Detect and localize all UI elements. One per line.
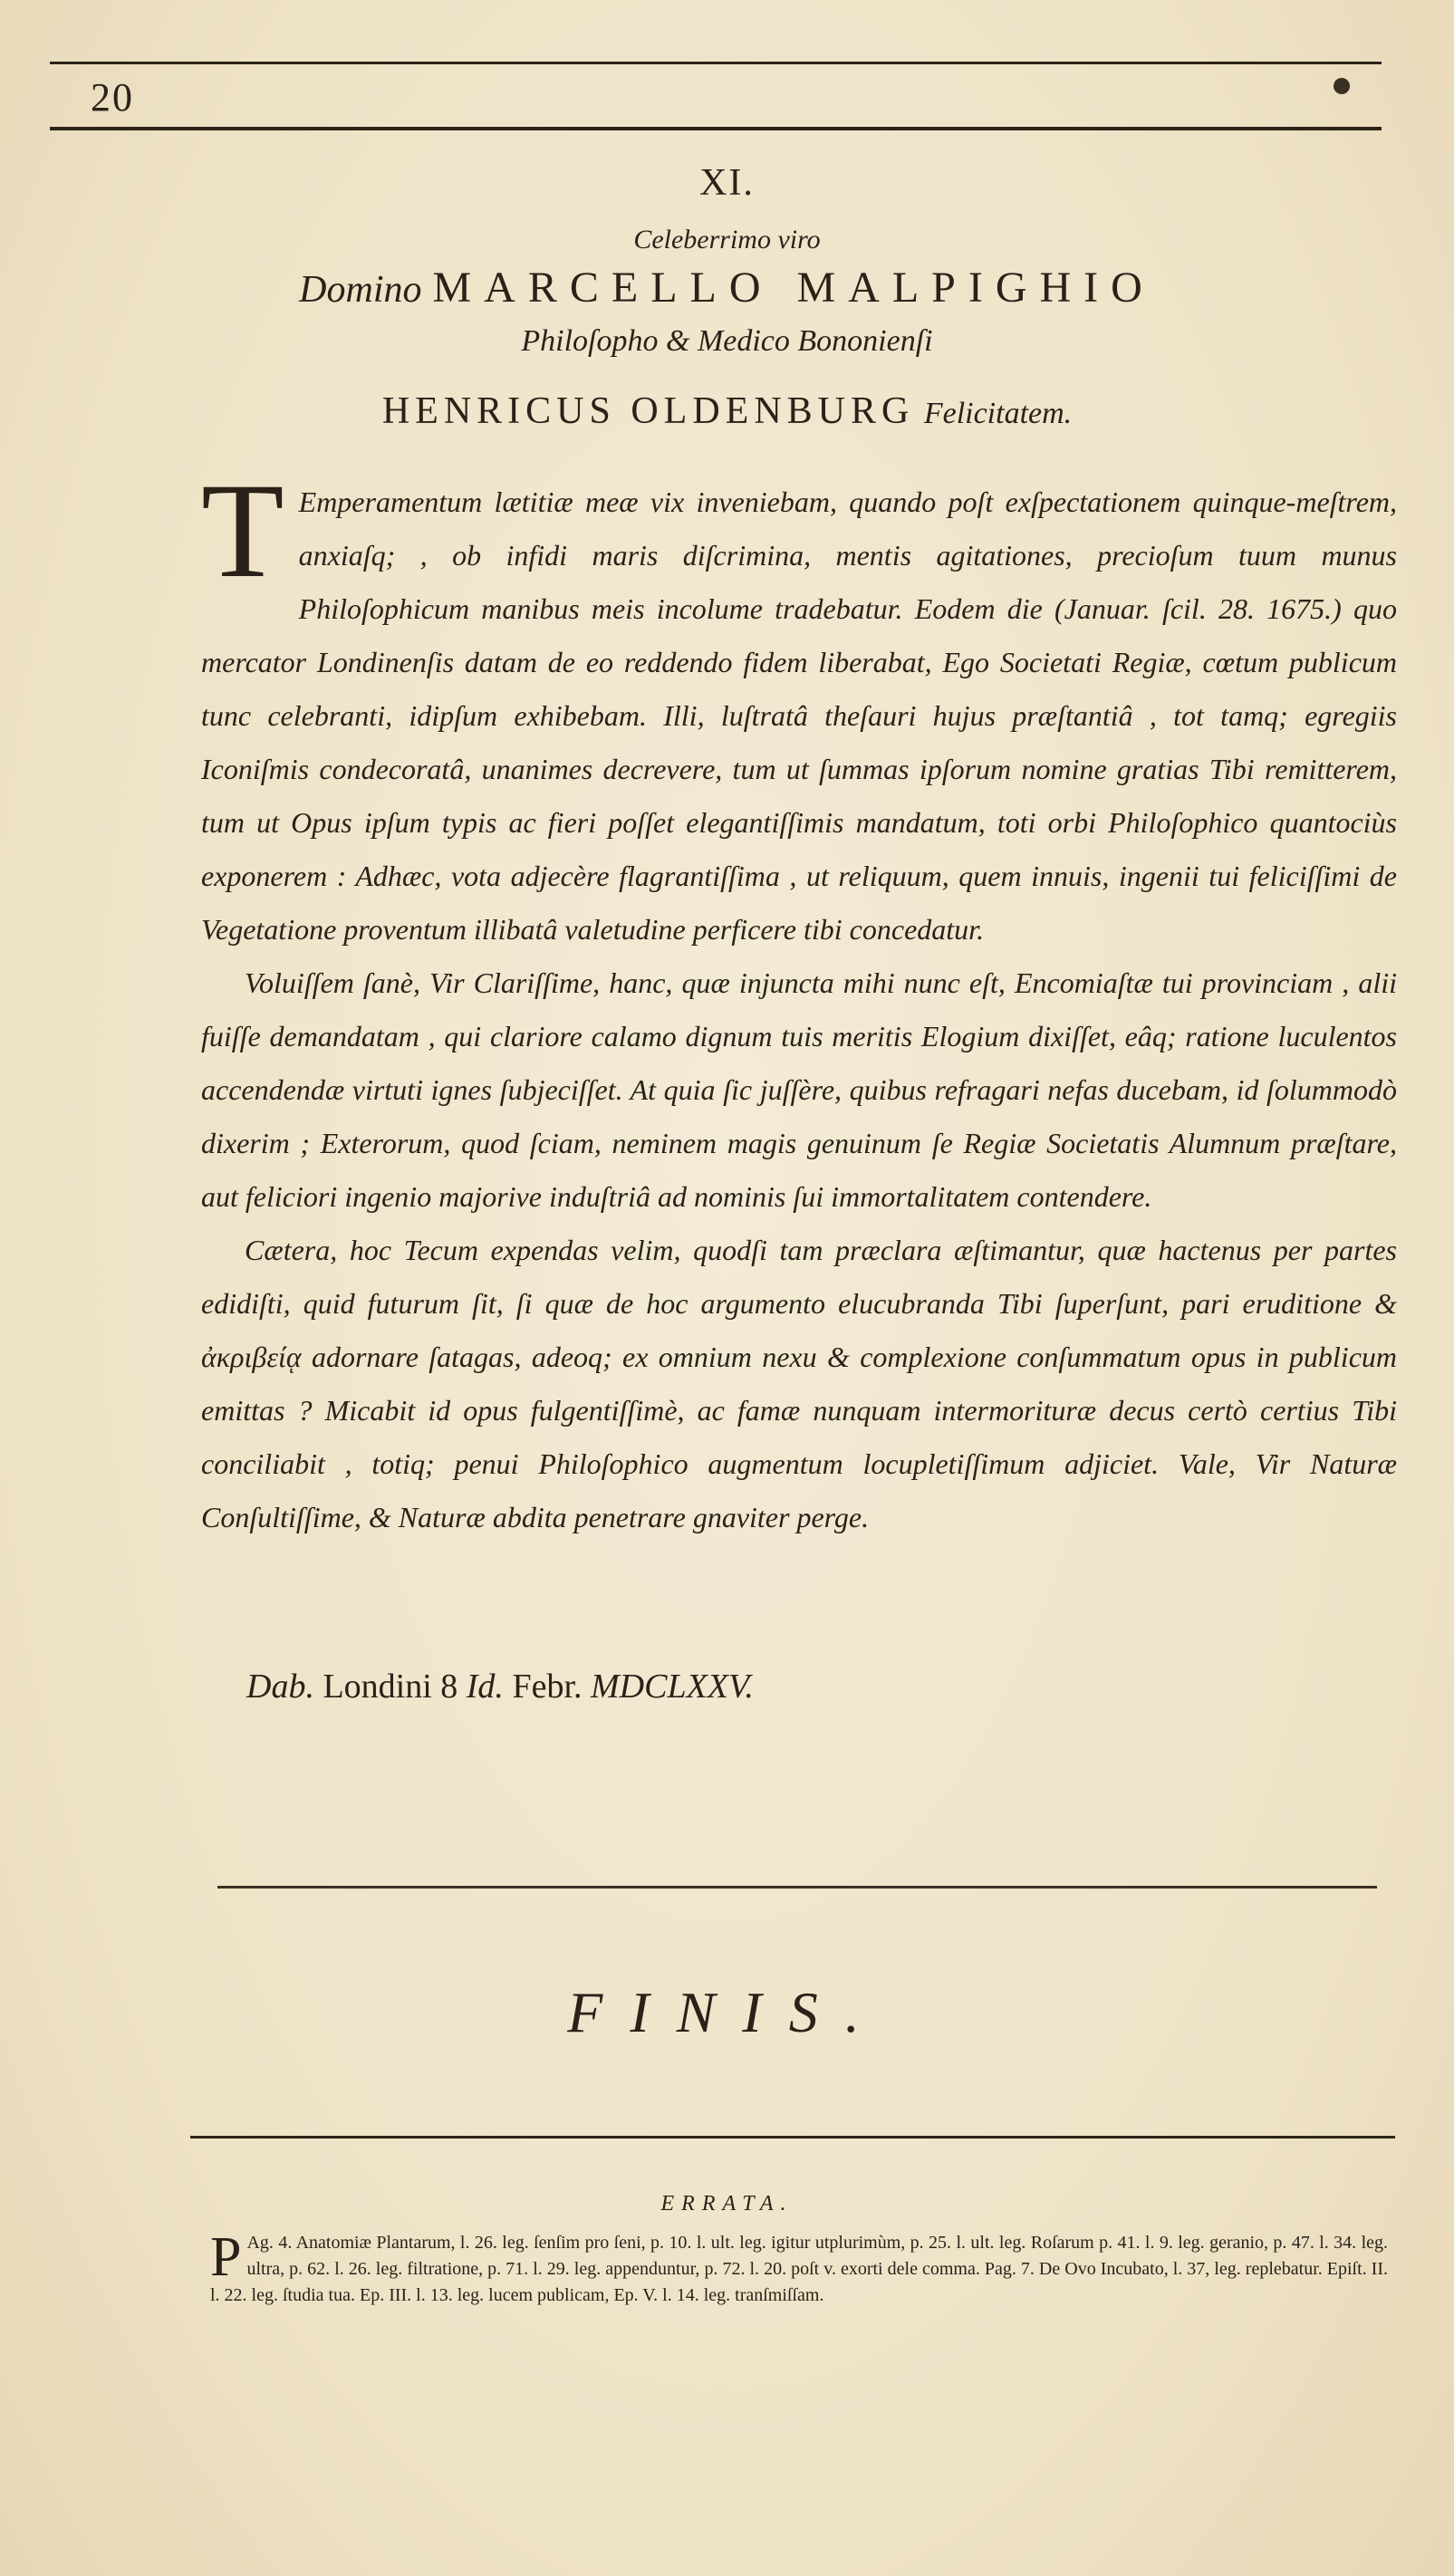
- drop-cap: T: [201, 456, 284, 606]
- ink-spot: [1334, 78, 1350, 94]
- letter-numeral: XI.: [699, 162, 755, 204]
- date-id: Id.: [466, 1668, 504, 1706]
- letter-body: [201, 456, 1397, 1544]
- sender-name: HENRICUS OLDENBURG: [381, 390, 915, 432]
- page-number: 20: [91, 75, 134, 120]
- date-year: MDCLXXV.: [591, 1668, 754, 1706]
- finis-heading: FINIS.: [567, 1980, 887, 2044]
- errata-text-block: [210, 2226, 1388, 2309]
- sender-line: [0, 389, 1454, 433]
- errata-rule: [190, 2136, 1395, 2139]
- addressee-fullname: MARCELLO MALPIGHIO: [432, 264, 1155, 312]
- errata-text: Ag. 4. Anatomiæ Plantarum, l. 26. leg. ſenſim pro ſeni, p. 10. l. ult. leg. igitur utplurimùm, p. 25. l. ult. leg. Roſarum p. 41. l. 9. leg. geranio, p. 47. l. 34. leg. ultra, p. 62. l. 26. leg. filtratione, p. 71. l. 29. leg. appenduntur, p. 72. l. 20. poſt v. exorti dele comma. Pag. 7. De Ovo Incubato, l. 37, leg. replebatur. Epiſt. II. l. 22. leg. ſtudia tua. Ep. III. l. 13. leg. lucem publicam, Ep. V. l. 14. leg. tranſmiſſam.: [210, 2233, 1388, 2305]
- date-month: Febr.: [512, 1668, 583, 1706]
- sender-greeting: Felicitatem.: [923, 397, 1073, 430]
- paragraph-3: Cætera, hoc Tecum expendas velim, quodſi tam præclara æſtimantur, quæ hactenus per partes edidiſti, quid futurum ſit, ſi quæ de hoc argumento elucubranda Tibi ſuperſunt, pari eruditione & ἀκριβείᾳ adornare ſatagas, adeoq; ex omnium nexu & complexione conſummatum opus in publicum emittas ? Micabit id opus fulgentiſſimè, ac famæ nunquam intermorituræ decus certò certius Tibi conciliabit , totiq; penui Philoſophico augmentum locupletiſſimum adjiciet. Vale, Vir Naturæ Conſultiſſime, & Naturæ abdita penetrare gnaviter perge.: [201, 1234, 1397, 1533]
- paragraph-2: Voluiſſem ſanè, Vir Clariſſime, hanc, quæ injuncta mihi nunc eſt, Encomiaſtæ tui provinciam , alii fuiſſe demandatam , qui clariore calamo dignum tuis meritis Elogium dixiſſet, eâq; ratione luculentos accendendæ virtuti ignes ſubjeciſſet. At quia ſic juſſère, quibus refragari nefas ducebam, id ſolummodò dixerim ; Exterorum, quod ſciam, neminem magis genuinum ſe Regiæ Societatis Alumnum præſtare, aut feliciori ingenio majorive induſtriâ ad nominis ſui immortalitatem contendere.: [201, 966, 1397, 1213]
- addressee-intro: Celeberrimo viro: [633, 225, 821, 255]
- addressee-prefix: Domino: [299, 269, 422, 311]
- errata-title: ERRATA.: [660, 2192, 794, 2216]
- date-line: [246, 1667, 754, 1706]
- top-rule: [50, 62, 1382, 64]
- addressee-name: [0, 263, 1454, 312]
- addressee-title: Philoſopho & Medico Bononienſi: [521, 324, 933, 358]
- header-rule: [50, 127, 1382, 130]
- paragraph-1: [201, 456, 1397, 956]
- paragraph-1-text: Emperamentum lætitiæ meæ vix inveniebam, quando poſt exſpectationem quinque-meſtrem, anxiaſq; , ob infidi maris diſcrimina, mentis agitationes, precioſum tuum munus Philoſophicum manibus meis incolume tradebatur. Eodem die (Januar. ſcil. 28. 1675.) quo mercator Londinenſis datam de eo reddendo fidem liberabat, Ego Societati Regiæ, cœtum publicum tunc celebranti, idipſum exhibebam. Illi, luſtratâ theſauri hujus præſtantiâ , tot tamq; egregiis Iconiſmis condecoratâ, unanimes decrevere, tum ut ſummas ipſorum nomine gratias Tibi remitterem, tum ut Opus ipſum typis ac fieri poſſet elegantiſſimis mandatum, toti orbi Philoſophico quantociùs exponerem : Adhæc, vota adjecère flagrantiſſima , ut reliquum, quem innuis, ingenii tui feliciſſimi de Vegetatione proventum illibatâ valetudine perficere tibi concedatur.: [201, 485, 1397, 946]
- errata-drop-cap: P: [210, 2226, 242, 2288]
- section-rule: [217, 1886, 1377, 1889]
- date-place: Londini 8: [323, 1668, 458, 1706]
- date-prefix: Dab.: [246, 1668, 314, 1706]
